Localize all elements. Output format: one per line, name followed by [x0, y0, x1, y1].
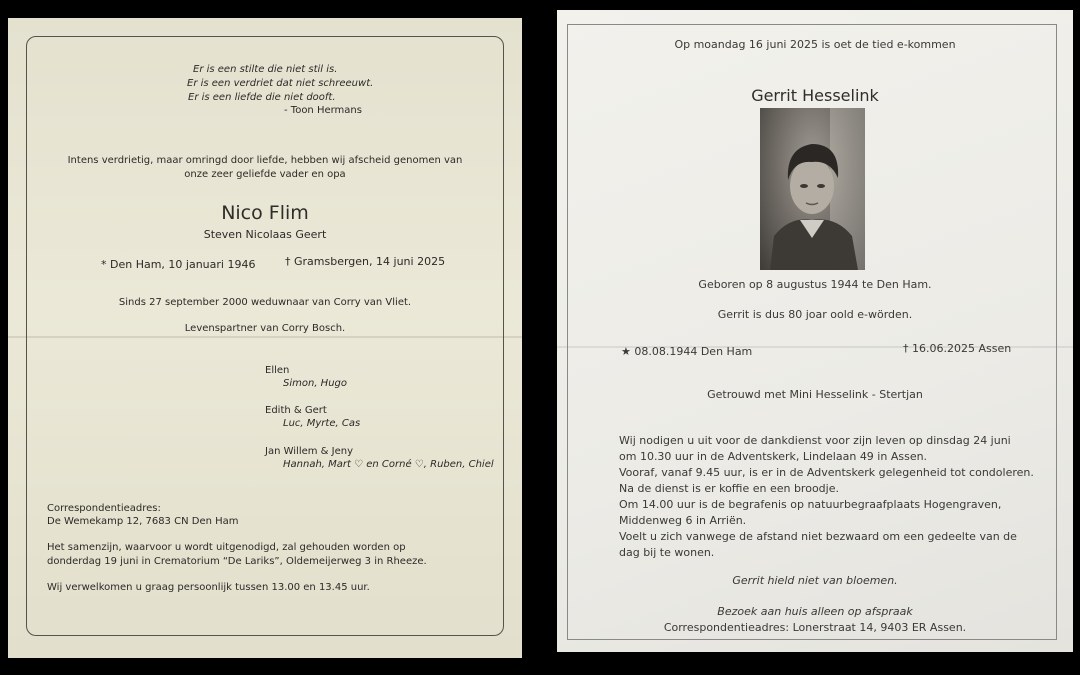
service-line: Om 14.00 uur is de begrafenis op natuurbegraafplaats Hogengraven,	[619, 498, 1002, 511]
married-line: Getrouwd met Mini Hesselink - Stertjan	[707, 388, 923, 401]
family-member-name: Jan Willem & Jeny	[265, 446, 354, 457]
death-info: † Gramsbergen, 14 juni 2025	[285, 255, 446, 268]
widower-line: Sinds 27 september 2000 weduwnaar van Corry van Vliet.	[118, 297, 412, 308]
poem-line-1: Er is een stilte die niet stil is.	[193, 64, 338, 75]
portrait-illustration	[760, 108, 865, 270]
correspondence-address: De Wemekamp 12, 7683 CN Den Ham	[47, 516, 239, 527]
family-member-name: Edith & Gert	[265, 405, 327, 416]
death-short: † 16.06.2025 Assen	[903, 342, 1012, 355]
portrait-photo	[760, 108, 865, 270]
intro-line-1: Intens verdrietig, maar omringd door liefde, hebben wij afscheid genomen van	[67, 155, 463, 166]
deceased-name: Nico Flim	[221, 202, 309, 224]
flowers-note: Gerrit hield niet van bloemen.	[732, 574, 898, 587]
gathering-line-2: donderdag 19 juni in Crematorium “De Lariks”, Oldemeijerweg 3 in Rheeze.	[47, 556, 427, 567]
family-member-name: Ellen	[265, 365, 290, 376]
service-line: Voelt u zich vanwege de afstand niet bezwaard om een gedeelte van de	[619, 530, 1017, 543]
intro-line-2: onze zeer geliefde vader en opa	[184, 169, 346, 180]
service-line: Wij nodigen u uit voor de dankdienst voor zijn leven op dinsdag 24 juni	[619, 434, 1011, 447]
deceased-full-names: Steven Nicolaas Geert	[203, 228, 327, 241]
service-line: dag bij te wonen.	[619, 546, 715, 559]
correspondence-label: Correspondentieadres:	[47, 503, 161, 514]
partner-line: Levenspartner van Corry Bosch.	[184, 323, 346, 334]
family-grandchildren: Hannah, Mart ♡ en Corné ♡, Ruben, Chiel	[283, 459, 494, 470]
age-text: Gerrit is dus 80 joar oold e-wörden.	[717, 308, 913, 321]
birth-text: Geboren op 8 augustus 1944 te Den Ham.	[698, 278, 932, 291]
service-line: Middenweg 6 in Arriën.	[619, 514, 747, 527]
family-grandchildren: Luc, Myrte, Cas	[283, 418, 361, 429]
visit-note: Bezoek aan huis alleen op afspraak	[717, 605, 913, 618]
birth-info: * Den Ham, 10 januari 1946	[101, 258, 256, 271]
family-grandchildren: Simon, Hugo	[283, 378, 348, 389]
mourning-card-gerrit-hesselink	[557, 10, 1073, 652]
poem-line-3: Er is een liefde die niet dooft.	[188, 92, 336, 103]
poem-author: - Toon Hermans	[284, 105, 362, 116]
welcome-line: Wij verwelkomen u graag persoonlijk tussen 13.00 en 13.45 uur.	[47, 582, 370, 593]
gathering-line-1: Het samenzijn, waarvoor u wordt uitgenodigd, zal gehouden worden op	[47, 542, 406, 553]
header-line: Op moandag 16 juni 2025 is oet de tied e-kommen	[674, 38, 956, 51]
service-line: Na de dienst is er koffie en een broodje.	[619, 482, 839, 495]
mourning-card-nico-flim	[8, 18, 522, 658]
service-line: om 10.30 uur in de Adventskerk, Lindelaan 49 in Assen.	[619, 450, 928, 463]
correspondence-address: Correspondentieadres: Lonerstraat 14, 9403 ER Assen.	[663, 621, 967, 634]
birth-short: ★ 08.08.1944 Den Ham	[621, 345, 753, 358]
poem-line-2: Er is een verdriet dat niet schreeuwt.	[187, 78, 374, 89]
deceased-name: Gerrit Hesselink	[751, 86, 879, 105]
service-line: Vooraf, vanaf 9.45 uur, is er in de Adventskerk gelegenheid tot condoleren.	[619, 466, 1034, 479]
